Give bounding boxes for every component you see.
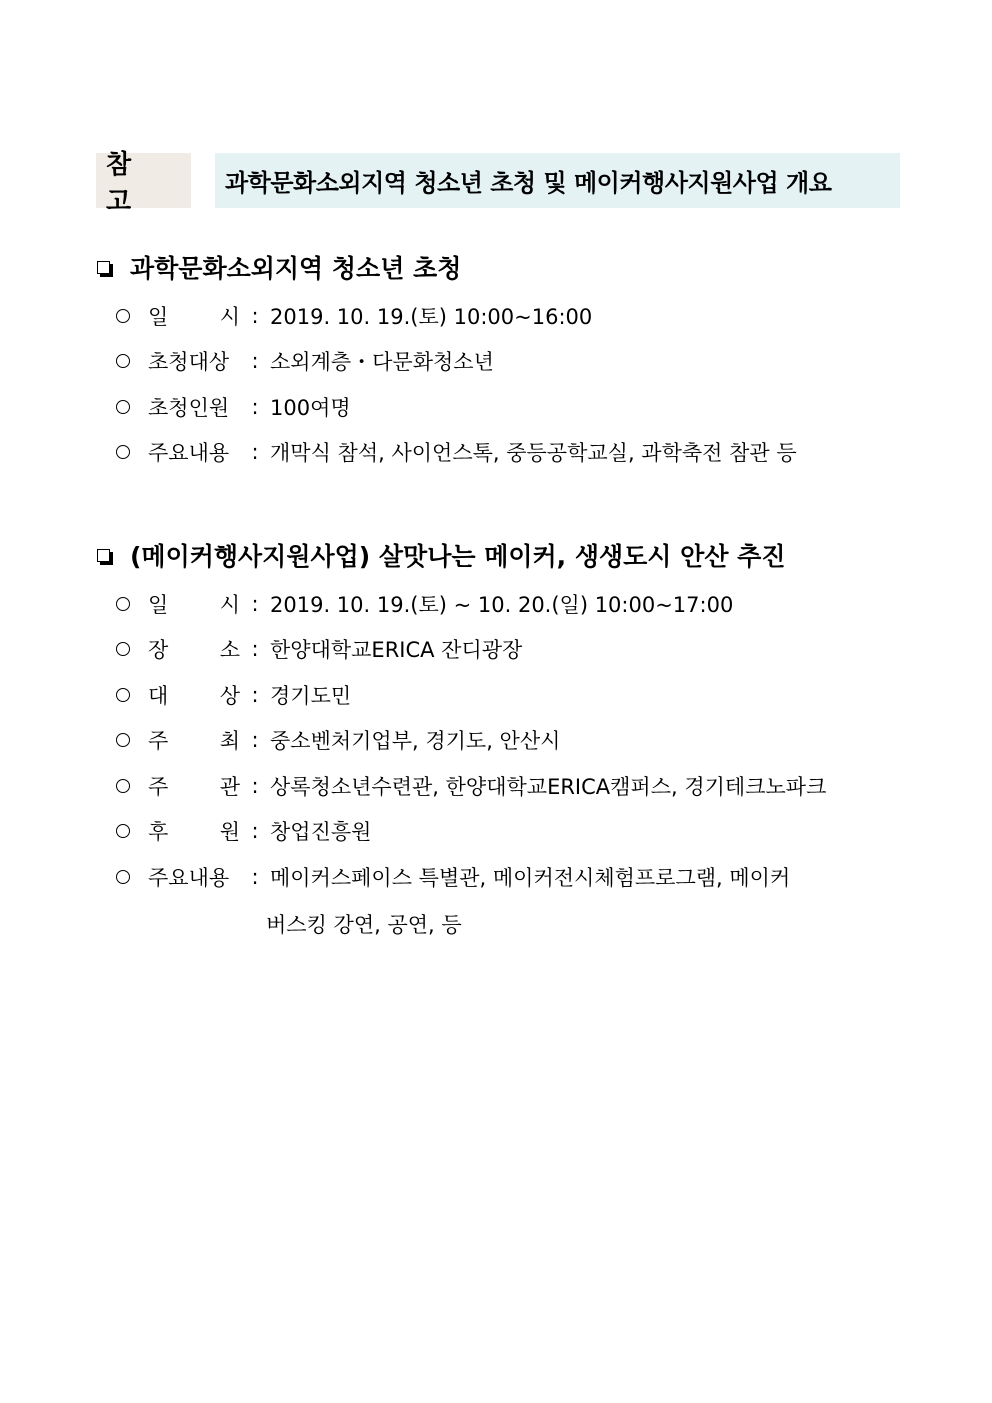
item-label: 대 상 <box>148 684 240 708</box>
list-item <box>116 392 351 422</box>
item-label: 초청인원 <box>148 396 230 420</box>
section-title-2 <box>97 537 785 573</box>
circle-bullet-icon <box>116 824 130 838</box>
circle-bullet-icon <box>116 870 130 884</box>
item-colon: : <box>251 637 259 661</box>
item-value: 개막식 참석, 사이언스톡, 중등공학교실, 과학축전 참관 등 <box>270 441 797 465</box>
item-value: 메이커스페이스 특별관, 메이커전시체험프로그램, 메이커 <box>270 866 791 890</box>
item-value: 한양대학교ERICA 잔디광장 <box>270 638 523 662</box>
item-value: 2019. 10. 19.(토) ~ 10. 20.(일) 10:00~17:00 <box>270 593 734 617</box>
item-colon: : <box>251 819 259 843</box>
item-colon: : <box>251 774 259 798</box>
list-item <box>116 346 494 376</box>
document-title: 과학문화소외지역 청소년 초청 및 메이커행사지원사업 개요 <box>215 153 900 208</box>
item-label: 장 소 <box>148 638 240 662</box>
list-item <box>116 589 733 619</box>
checkbox-square-icon <box>97 549 110 562</box>
checkbox-square-icon <box>97 261 110 274</box>
item-value-continuation: 버스킹 강연, 공연, 등 <box>266 913 462 937</box>
item-colon: : <box>251 865 259 889</box>
section-title-1 <box>97 249 461 285</box>
item-value: 100여명 <box>270 396 351 420</box>
list-item <box>116 816 371 846</box>
item-value: 2019. 10. 19.(토) 10:00~16:00 <box>270 305 593 329</box>
item-colon: : <box>251 349 259 373</box>
item-label: 주 최 <box>148 729 240 753</box>
circle-bullet-icon <box>116 779 130 793</box>
item-colon: : <box>251 728 259 752</box>
item-value: 소외계층・다문화청소년 <box>270 350 494 374</box>
item-colon: : <box>251 440 259 464</box>
list-item <box>116 725 560 755</box>
section-title-text: (메이커행사지원사업) 살맛나는 메이커, 생생도시 안산 추진 <box>130 542 786 571</box>
item-label: 주요내용 <box>148 441 230 465</box>
item-value: 창업진흥원 <box>270 820 372 844</box>
circle-bullet-icon <box>116 733 130 747</box>
circle-bullet-icon <box>116 400 130 414</box>
circle-bullet-icon <box>116 597 130 611</box>
item-label: 주요내용 <box>148 866 230 890</box>
section-title-text: 과학문화소외지역 청소년 초청 <box>130 254 462 283</box>
item-label: 일 시 <box>148 305 240 329</box>
item-label: 초청대상 <box>148 350 230 374</box>
list-item <box>116 437 797 467</box>
circle-bullet-icon <box>116 445 130 459</box>
circle-bullet-icon <box>116 309 130 323</box>
list-item <box>116 771 826 801</box>
item-colon: : <box>251 592 259 616</box>
circle-bullet-icon <box>116 688 130 702</box>
item-label: 후 원 <box>148 820 240 844</box>
item-label: 일 시 <box>148 593 240 617</box>
list-item <box>116 680 351 710</box>
item-value: 상록청소년수련관, 한양대학교ERICA캠퍼스, 경기테크노파크 <box>270 775 827 799</box>
list-item <box>116 634 522 664</box>
item-value: 경기도민 <box>270 684 352 708</box>
item-colon: : <box>251 304 259 328</box>
item-colon: : <box>251 683 259 707</box>
document-header <box>96 149 900 217</box>
circle-bullet-icon <box>116 642 130 656</box>
list-item <box>116 301 592 331</box>
item-value: 중소벤처기업부, 경기도, 안산시 <box>270 729 561 753</box>
reference-label: 참 고 <box>96 153 191 208</box>
item-label: 주 관 <box>148 775 240 799</box>
list-item <box>116 862 790 892</box>
item-colon: : <box>251 395 259 419</box>
circle-bullet-icon <box>116 354 130 368</box>
